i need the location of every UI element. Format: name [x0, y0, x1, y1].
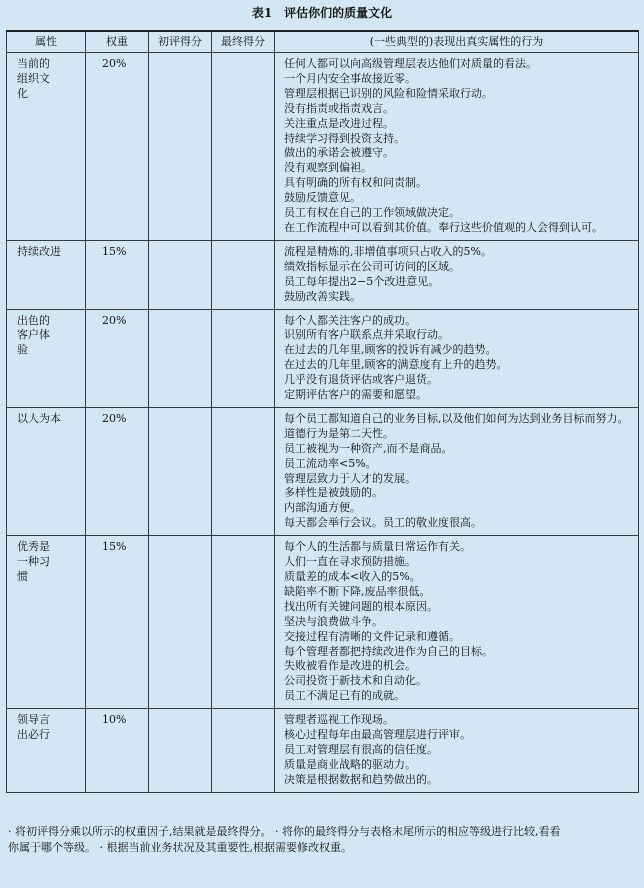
table-row [7, 309, 639, 407]
behavior-item: 员工流动率<5%。 [284, 456, 377, 470]
footer-notes [8, 824, 638, 856]
initial-score-cell[interactable] [149, 53, 212, 241]
behavior-item: 在过去的几年里,顾客的投诉有减少的趋势。 [284, 343, 497, 357]
behaviors-cell [275, 407, 639, 535]
behavior-item: 员工对管理层有很高的信任度。 [284, 742, 438, 756]
initial-score-cell[interactable] [149, 709, 212, 793]
behavior-item: 管理者巡视工作现场。 [284, 713, 394, 727]
attribute-line: 领导言 [17, 713, 50, 727]
attribute-line: 一种习 [17, 555, 50, 569]
behavior-item: 多样性是被鼓励的。 [284, 486, 383, 500]
behavior-item: 员工有权在自己的工作领域做决定。 [284, 206, 460, 220]
behavior-item: 持续学习得到投资支持。 [284, 131, 405, 145]
behavior-item: 没有观察到偏袒。 [284, 161, 372, 175]
table-row [7, 240, 639, 309]
table-row [7, 407, 639, 535]
behavior-item: 质量差的成本<收入的5%。 [284, 570, 421, 583]
behavior-item: 缺陷率不断下降,废品率很低。 [284, 584, 431, 598]
behavior-item: 交接过程有清晰的文件记录和遵循。 [284, 629, 460, 643]
attribute-line: 出色的 [17, 313, 50, 327]
behavior-item: 在工作流程中可以看到其价值。奉行这些价值观的人会得到认可。 [284, 220, 603, 234]
attribute-cell [7, 53, 86, 241]
attribute-cell [7, 309, 86, 407]
behavior-item: 核心过程每年由最高管理层进行评审。 [284, 728, 471, 742]
attribute-cell [7, 407, 86, 535]
initial-score-cell[interactable] [149, 240, 212, 309]
behavior-item: 管理层根据已识别的风险和险情采取行动。 [284, 86, 493, 100]
behavior-item: 任何人都可以向高级管理层表达他们对质量的看法。 [284, 57, 537, 70]
behavior-item: 每天都会举行会议。员工的敬业度很高。 [284, 516, 482, 530]
attribute-line: 以人为本 [17, 411, 61, 425]
behaviors-cell [275, 309, 639, 407]
weight-cell: 10% [86, 709, 149, 793]
final-score-cell[interactable] [212, 240, 275, 309]
attribute-line: 组织文 [17, 71, 50, 85]
table-row [7, 536, 639, 709]
attribute-line: 化 [17, 86, 28, 100]
header-behaviors: (一些典型的)表现出真实属性的行为 [275, 31, 639, 53]
attribute-line: 当前的 [17, 57, 50, 70]
table-caption: 表1 评估你们的质量文化 [251, 6, 393, 20]
header-attribute: 属性 [7, 31, 86, 53]
behavior-item: 做出的承诺会被遵守。 [284, 146, 394, 160]
behavior-item: 每个员工都知道自己的业务目标,以及他们如何为达到业务目标而努力。 [284, 411, 629, 425]
behavior-item: 员工不满足已有的成就。 [284, 689, 405, 703]
final-score-cell[interactable] [212, 709, 275, 793]
footer-line: · 将初评得分乘以所示的权重因子,结果就是最终得分。 · 将你的最终得分与表格末尾所示的相应等级进行比较,看看 [8, 825, 561, 838]
behavior-item: 公司投资于新技术和自动化。 [284, 674, 427, 688]
weight-cell: 20% [86, 407, 149, 535]
header-final-score: 最终得分 [212, 31, 275, 53]
behavior-item: 绩效指标显示在公司可访问的区域。 [284, 259, 460, 273]
attribute-line: 持续改进 [17, 244, 61, 258]
behavior-item: 每个管理者都把持续改进作为自己的目标。 [284, 644, 493, 658]
table-row [7, 53, 639, 241]
initial-score-cell[interactable] [149, 309, 212, 407]
attribute-line: 客户体 [17, 328, 50, 342]
behavior-item: 一个月内安全事故接近零。 [284, 71, 416, 85]
final-score-cell[interactable] [212, 53, 275, 241]
behaviors-cell [275, 53, 639, 241]
final-score-cell[interactable] [212, 536, 275, 709]
weight-cell: 15% [86, 536, 149, 709]
behavior-item: 人们一直在寻求预防措施。 [284, 555, 416, 569]
header-weight: 权重 [86, 31, 149, 53]
behavior-item: 找出所有关键问题的根本原因。 [284, 599, 438, 613]
behavior-item: 几乎没有退货评估或客户退货。 [284, 373, 438, 387]
attribute-cell [7, 709, 86, 793]
behavior-item: 定期评估客户的需要和愿望。 [284, 388, 427, 402]
behavior-item: 决策是根据数据和趋势做出的。 [284, 772, 438, 786]
footer-line: 你属于哪个等级。 · 根据当前业务状况及其重要性,根据需要修改权重。 [8, 841, 352, 854]
attribute-line: 惯 [17, 570, 28, 583]
header-initial-score: 初评得分 [149, 31, 212, 53]
attribute-line: 优秀是 [17, 540, 50, 554]
weight-cell: 20% [86, 309, 149, 407]
behavior-item: 质量是商业战略的驱动力。 [284, 757, 416, 771]
behavior-item: 失败被看作是改进的机会。 [284, 659, 416, 673]
behavior-item: 员工被视为一种资产,而不是商品。 [284, 441, 453, 455]
behavior-item: 没有指责或指责戏言。 [284, 101, 394, 115]
behavior-item: 鼓励反馈意见。 [284, 191, 361, 205]
final-score-cell[interactable] [212, 309, 275, 407]
behavior-item: 关注重点是改进过程。 [284, 116, 394, 130]
attribute-cell [7, 240, 86, 309]
behaviors-cell [275, 536, 639, 709]
behavior-item: 鼓励改善实践。 [284, 289, 361, 303]
behavior-item: 具有明确的所有权和问责制。 [284, 176, 427, 190]
attribute-line: 出必行 [17, 728, 50, 742]
behavior-item: 流程是精炼的,非增值事项只占收入的5%。 [284, 244, 492, 258]
quality-culture-table [6, 30, 639, 793]
header-row [7, 31, 639, 53]
behavior-item: 每个人都关注客户的成功。 [284, 313, 416, 327]
behaviors-cell [275, 240, 639, 309]
weight-cell: 20% [86, 53, 149, 241]
behavior-item: 在过去的几年里,顾客的满意度有上升的趋势。 [284, 358, 508, 372]
initial-score-cell[interactable] [149, 407, 212, 535]
behavior-item: 内部沟通方便。 [284, 501, 361, 515]
final-score-cell[interactable] [212, 407, 275, 535]
initial-score-cell[interactable] [149, 536, 212, 709]
behavior-item: 坚决与浪费做斗争。 [284, 614, 383, 628]
behavior-item: 识别所有客户联系点并采取行动。 [284, 328, 449, 342]
table-row [7, 709, 639, 793]
behavior-item: 管理层致力于人才的发展。 [284, 471, 416, 485]
behavior-item: 每个人的生活都与质量日常运作有关。 [284, 540, 471, 554]
attribute-cell [7, 536, 86, 709]
attribute-line: 验 [17, 343, 28, 357]
behaviors-cell [275, 709, 639, 793]
behavior-item: 员工每年提出2−5个改进意见。 [284, 274, 440, 288]
behavior-item: 道德行为是第二天性。 [284, 426, 394, 440]
weight-cell: 15% [86, 240, 149, 309]
